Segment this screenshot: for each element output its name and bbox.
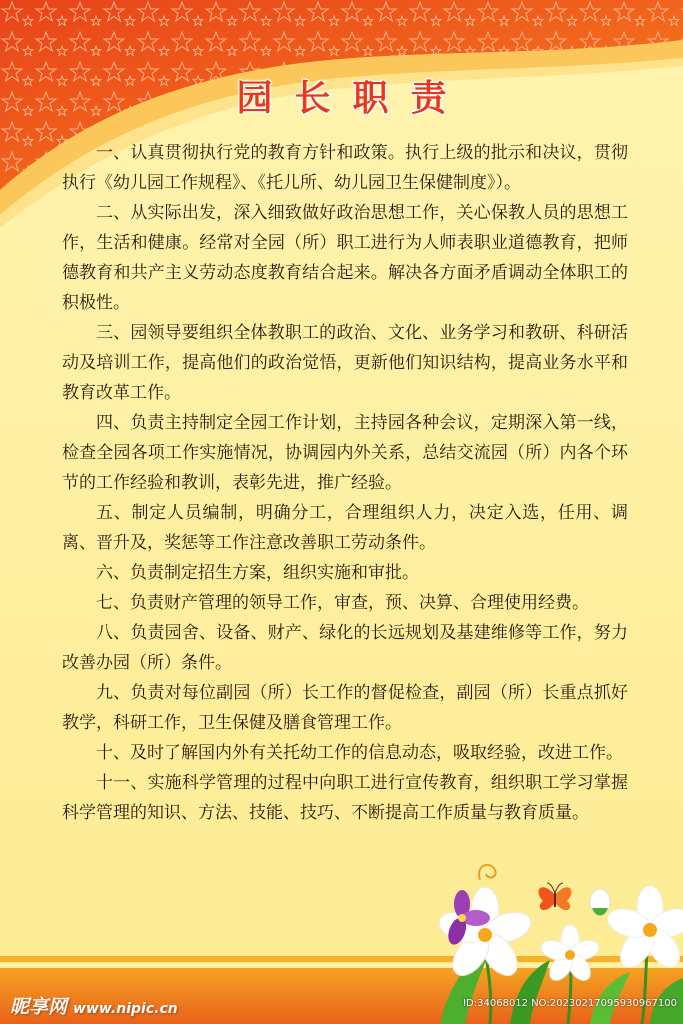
- duty-item: 二、从实际出发，深入细致做好政治思想工作，关心保教人员的思想工作，生活和健康。经常对全园（所）职工进行为人师表职业道德教育，把师德教育和共产主义劳动态度教育结合起来。解决各方面矛盾调动全体职工的积极性。: [62, 203, 628, 313]
- duty-item: 十一、实施科学管理的过程中向职工进行宣传教育，组织职工学习掌握科学管理的知识、方法、技能、技巧、不断提高工作质量与教育质量。: [62, 773, 628, 823]
- duty-item: 六、负责制定招生方案，组织实施和审批。: [96, 563, 419, 583]
- duty-item: 一、认真贯彻执行党的教育方针和政策。执行上级的批示和决议，贯彻执行《幼儿园工作规程》、《托儿所、幼儿园卫生保健制度》）。: [62, 143, 628, 193]
- duty-item: 三、园领导要组织全体教职工的政治、文化、业务学习和教研、科研活动及培训工作，提高他们的政治觉悟，更新他们知识结构，提高业务水平和教育改革工作。: [62, 323, 628, 403]
- duty-item: 八、负责园舍、设备、财产、绿化的长远规划及基建维修等工作，努力改善办园（所）条件。: [62, 623, 628, 673]
- watermark-url: www.nipic.cn: [73, 1001, 178, 1017]
- duties-list: [62, 138, 628, 828]
- duty-item: 十、及时了解国内外有关托幼工作的信息动态，吸取经验，改进工作。: [96, 743, 623, 763]
- watermark-image-id: ID:34068012 NO:20230217095930967100: [463, 998, 677, 1009]
- duty-item: 七、负责财产管理的领导工作，审查，预、决算、合理使用经费。: [96, 593, 589, 613]
- watermark-logo: [10, 992, 178, 1019]
- duty-item: 九、负责对每位副园（所）长工作的督促检查，副园（所）长重点抓好教学，科研工作，卫生保健及膳食管理工作。: [62, 683, 628, 733]
- duty-item: 四、负责主持制定全园工作计划，主持园各种会议，定期深入第一线，检查全园各项工作实施情况，协调园内外关系，总结交流园（所）内各个环节的工作经验和教训，表彰先进，推广经验。: [62, 413, 628, 493]
- duty-item: 五、制定人员编制，明确分工，合理组织人力，决定入选，任用、调离、晋升及，奖惩等工作注意改善职工劳动条件。: [62, 503, 628, 553]
- watermark-logo-text: 昵享网: [10, 996, 68, 1018]
- page-title: 园长职责: [236, 78, 469, 119]
